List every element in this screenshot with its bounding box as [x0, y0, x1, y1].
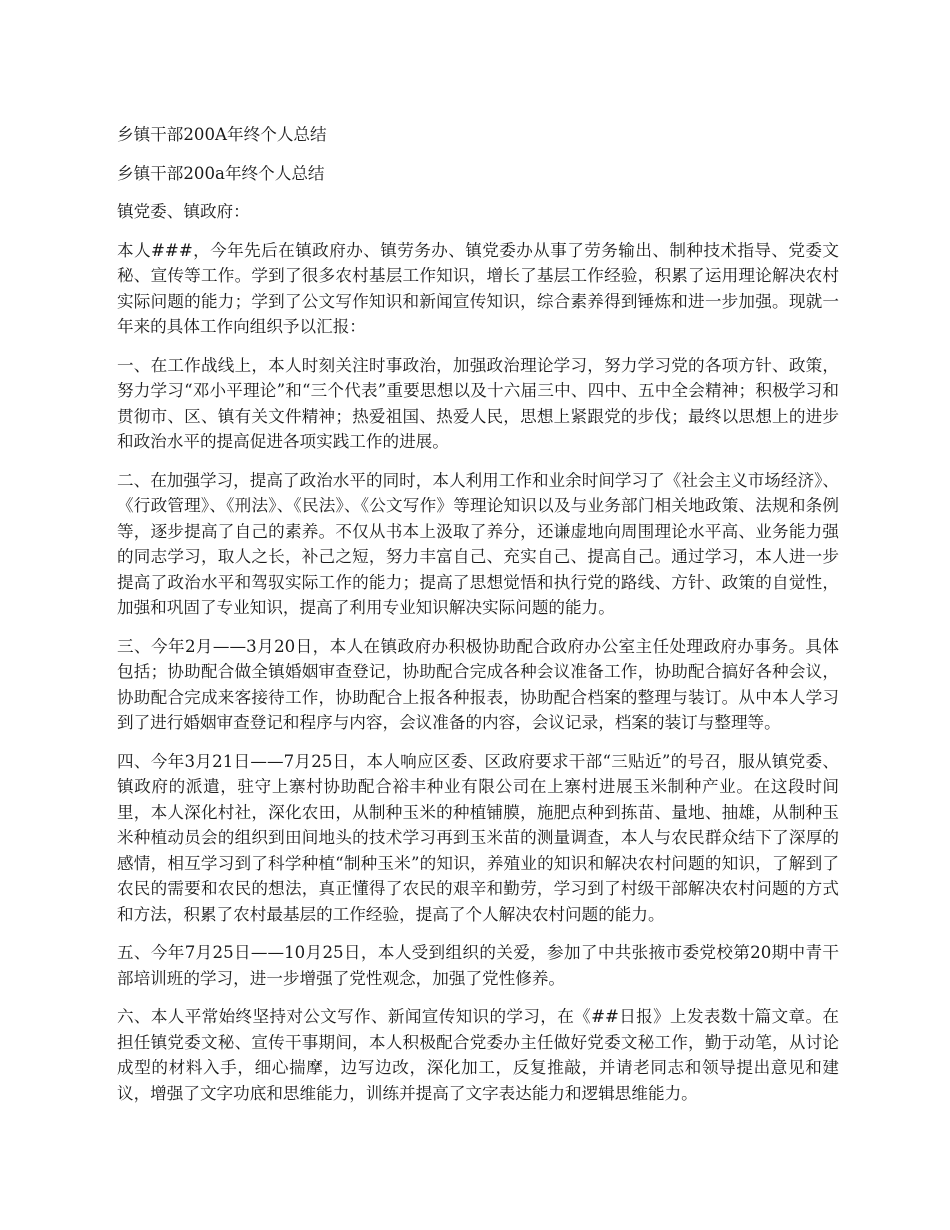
document-body	[117, 122, 839, 1119]
document-title: 乡镇干部200A年终个人总结	[117, 125, 327, 144]
document-subtitle: 乡镇干部200a年终个人总结	[117, 163, 325, 183]
paragraph-6: 六、本人平常始终坚持对公文写作、新闻宣传知识的学习，在《##日报》上发表数十篇文章。在担任镇党委文秘、宣传干事期间，本人积极配合党委办主任做好党委文秘工作，勤于动笔，从讨论成型的材料入手，细心揣摩，边写边改，深化加工，反复推敲，并请老同志和领导提出意见和建议，增强了文字功底和思维能力，训练并提高了文字表达能力和逻辑思维能力。	[117, 1007, 839, 1103]
paragraph-1: 一、在工作战线上，本人时刻关注时事政治，加强政治理论学习，努力学习党的各项方针、政策，努力学习“邓小平理论”和“三个代表”重要思想以及十六届三中、四中、五中全会精神；积极学习和贯彻市、区、镇有关文件精神；热爱祖国、热爱人民，思想上紧跟党的步伐；最终以思想上的进步和政治水平的提高促进各项实践工作的进展。	[117, 355, 839, 451]
paragraph-intro: 本人###，今年先后在镇政府办、镇劳务办、镇党委办从事了劳务输出、制种技术指导、党委文秘、宣传等工作。学到了很多农村基层工作知识，增长了基层工作经验，积累了运用理论解决农村实际问题的能力；学到了公文写作知识和新闻宣传知识，综合素养得到锤炼和进一步加强。现就一年来的具体工作向组织予以汇报：	[117, 240, 839, 336]
paragraph-2: 二、在加强学习，提高了政治水平的同时，本人利用工作和业余时间学习了《社会主义市场经济》、《行政管理》、《刑法》、《民法》、《公文写作》等理论知识以及与业务部门相关地政策、法规和条例等，逐步提高了自己的素养。不仅从书本上汲取了养分，还谦虚地向周围理论水平高、业务能力强的同志学习，取人之长，补己之短，努力丰富自己、充实自己、提高自己。通过学习，本人进一步提高了政治水平和驾驭实际工作的能力；提高了思想觉悟和执行党的路线、方针、政策的自觉性，加强和巩固了专业知识，提高了利用专业知识解决实际问题的能力。	[117, 470, 839, 617]
paragraph-4: 四、今年3月21日——7月25日，本人响应区委、区政府要求干部“三贴近”的号召，服从镇党委、镇政府的派遣，驻守上寨村协助配合裕丰种业有限公司在上寨村进展玉米制种产业。在这段时间里，本人深化村社，深化农田，从制种玉米的种植铺膜，施肥点种到拣苗、量地、抽雄，从制种玉米种植动员会的组织到田间地头的技术学习再到玉米苗的测量调查，本人与农民群众结下了深厚的感情，相互学习到了科学种植“制种玉米”的知识，养殖业的知识和解决农村问题的知识，了解到了农民的需要和农民的想法，真正懂得了农民的艰辛和勤劳，学习到了村级干部解决农村问题的方式和方法，积累了农村最基层的工作经验，提高了个人解决农村问题的能力。	[117, 751, 839, 924]
salutation: 镇党委、镇政府：	[117, 202, 250, 221]
paragraph-3: 三、今年2月——3月20日，本人在镇政府办积极协助配合政府办公室主任处理政府办事务。具体包括；协助配合做全镇婚姻审查登记，协助配合完成各种会议准备工作，协助配合搞好各种会议，协助配合完成来客接待工作，协助配合上报各种报表，协助配合档案的整理与装订。从中本人学习到了进行婚姻审查登记和程序与内容，会议准备的内容，会议记录，档案的装订与整理等。	[117, 636, 839, 732]
paragraph-5: 五、今年7月25日——10月25日，本人受到组织的关爱，参加了中共张掖市委党校第20期中青干部培训班的学习，进一步增强了党性观念，加强了党性修养。	[117, 943, 839, 988]
